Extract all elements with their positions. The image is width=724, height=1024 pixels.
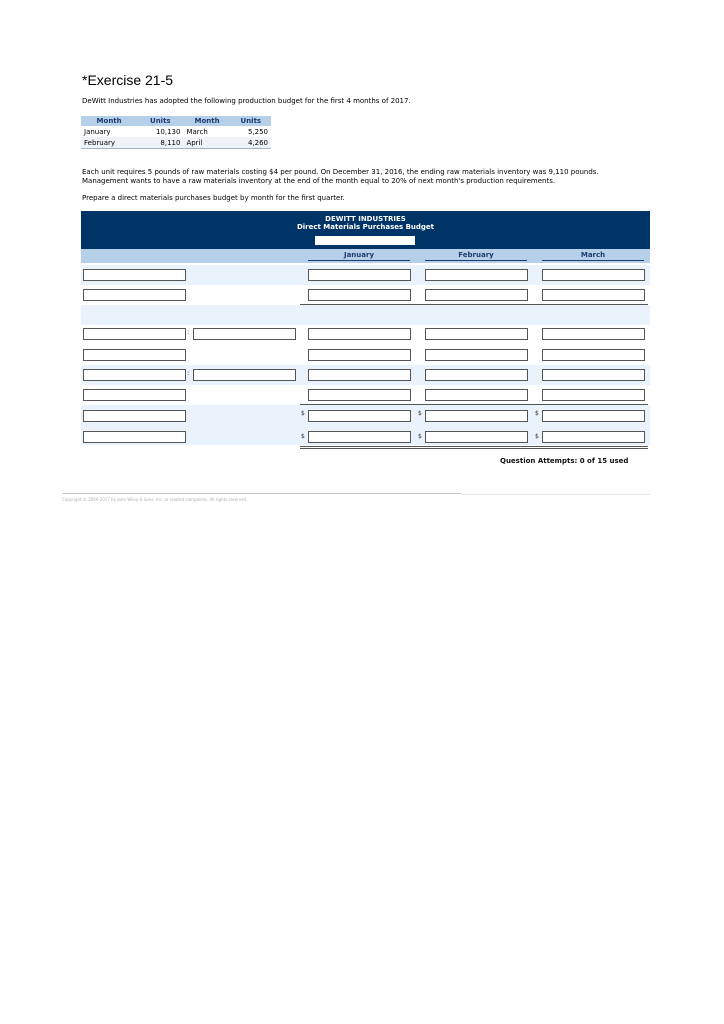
dollar-sign: $ <box>535 410 539 417</box>
paragraph-inventory-policy: Management wants to have a raw materials inventory at the end of the month equal to 20% of next month's production requirements. <box>82 177 556 185</box>
budget-header <box>81 211 650 249</box>
paragraph-unit-cost: Each unit requires 5 pounds of raw materials costing $4 per pound. On December 31, 2016, the ending raw materials inventory was 9,110 pounds. <box>82 168 599 176</box>
table-row <box>81 137 271 149</box>
col-header-units: Units <box>137 116 183 126</box>
footer-divider <box>462 494 650 495</box>
row-label-input[interactable] <box>83 410 186 422</box>
march-amount-input[interactable] <box>542 349 645 361</box>
january-amount-input[interactable] <box>308 410 411 422</box>
cell-month: February <box>81 137 137 149</box>
february-amount-input[interactable] <box>425 289 528 301</box>
month-header-january: January <box>308 251 410 261</box>
march-amount-input[interactable] <box>542 410 645 422</box>
dollar-sign: $ <box>301 433 305 440</box>
purchases-budget <box>81 211 650 451</box>
row-label-input[interactable] <box>83 349 186 361</box>
month-header-row <box>81 249 650 263</box>
month-header-february: February <box>425 251 527 261</box>
march-amount-input[interactable] <box>542 369 645 381</box>
february-amount-input[interactable] <box>425 410 528 422</box>
cell-units: 5,250 <box>231 126 271 137</box>
row-label-input[interactable] <box>83 389 186 401</box>
row-label-input[interactable] <box>83 369 186 381</box>
period-input[interactable] <box>314 235 416 246</box>
january-amount-input[interactable] <box>308 389 411 401</box>
february-amount-input[interactable] <box>425 389 528 401</box>
january-amount-input[interactable] <box>308 349 411 361</box>
january-amount-input[interactable] <box>308 369 411 381</box>
cell-month: March <box>183 126 230 137</box>
table-row <box>81 126 271 137</box>
budget-row <box>81 405 650 425</box>
cell-units: 10,130 <box>137 126 183 137</box>
january-amount-input[interactable] <box>308 269 411 281</box>
footer-divider <box>62 493 462 494</box>
budget-row <box>81 425 650 445</box>
cell-month: January <box>81 126 137 137</box>
row-sublabel-input[interactable] <box>193 328 296 340</box>
february-amount-input[interactable] <box>425 328 528 340</box>
march-amount-input[interactable] <box>542 389 645 401</box>
row-sublabel-input[interactable] <box>193 369 296 381</box>
cell-month: April <box>183 137 230 149</box>
cell-units: 8,110 <box>137 137 183 149</box>
dollar-sign: $ <box>535 433 539 440</box>
month-header-march: March <box>542 251 644 261</box>
dollar-sign: $ <box>418 410 422 417</box>
february-amount-input[interactable] <box>425 349 528 361</box>
dollar-sign: $ <box>418 433 422 440</box>
march-amount-input[interactable] <box>542 269 645 281</box>
january-amount-input[interactable] <box>308 289 411 301</box>
budget-row <box>81 345 650 365</box>
colon-separator: : <box>187 328 190 336</box>
march-amount-input[interactable] <box>542 328 645 340</box>
row-label-input[interactable] <box>83 431 186 443</box>
budget-row <box>81 305 650 336</box>
january-amount-input[interactable] <box>308 328 411 340</box>
cell-units: 4,260 <box>231 137 271 149</box>
total-double-underline <box>300 448 648 449</box>
budget-row <box>81 365 650 385</box>
col-header-month: Month <box>183 116 230 126</box>
february-amount-input[interactable] <box>425 369 528 381</box>
march-amount-input[interactable] <box>542 289 645 301</box>
march-total-input[interactable] <box>542 431 645 443</box>
instruction-text: Prepare a direct materials purchases budget by month for the first quarter. <box>82 194 345 202</box>
company-name: DEWITT INDUSTRIES <box>325 215 406 223</box>
intro-text: DeWitt Industries has adopted the following production budget for the first 4 months of 2017. <box>82 97 411 105</box>
total-double-underline <box>300 446 648 447</box>
col-header-units: Units <box>231 116 271 126</box>
budget-title: Direct Materials Purchases Budget <box>296 223 435 231</box>
production-budget-table <box>81 116 271 149</box>
february-total-input[interactable] <box>425 431 528 443</box>
copyright-text: Copyright © 2000-2017 by John Wiley & Sons, Inc. or related companies. All rights reserved. <box>62 497 248 502</box>
budget-row <box>81 385 650 405</box>
budget-row <box>81 285 650 305</box>
row-label-input[interactable] <box>83 289 186 301</box>
budget-row <box>81 265 650 285</box>
col-header-month: Month <box>81 116 137 126</box>
february-amount-input[interactable] <box>425 269 528 281</box>
january-total-input[interactable] <box>308 431 411 443</box>
row-label-input[interactable] <box>83 328 186 340</box>
colon-separator: : <box>187 369 190 377</box>
question-attempts: Question Attempts: 0 of 15 used <box>500 457 629 465</box>
row-label-input[interactable] <box>83 269 186 281</box>
exercise-title: *Exercise 21-5 <box>82 72 174 88</box>
dollar-sign: $ <box>301 410 305 417</box>
